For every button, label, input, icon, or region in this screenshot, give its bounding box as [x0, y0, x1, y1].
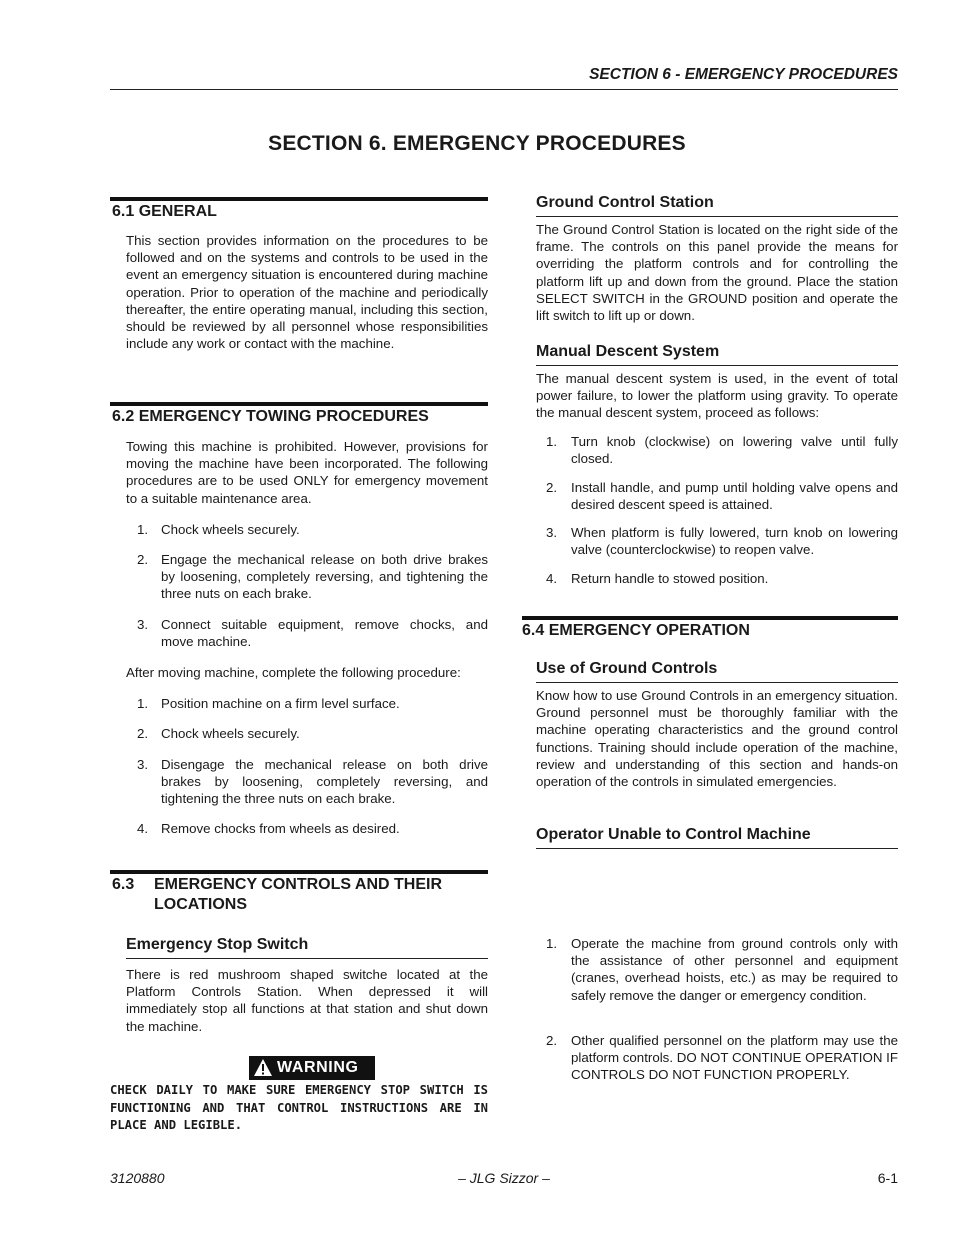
- subheading-rule: [536, 848, 898, 849]
- list-item-text: Remove chocks from wheels as desired.: [161, 821, 400, 836]
- subheading-rule: [126, 958, 488, 959]
- list-item-number: 1.: [546, 434, 558, 449]
- subheading-manual-descent: Manual Descent System: [536, 343, 720, 360]
- list-item-text: Position machine on a firm level surface.: [161, 696, 400, 711]
- warning-label: [249, 1056, 375, 1080]
- list-item-text: Disengage the mechanical release on both drive brakes by loosening, completely reversing, and tightening the three nuts on each brake.: [161, 757, 488, 807]
- subheading-rule: [536, 682, 898, 683]
- list-item-text: Operate the machine from ground controls only with the assistance of other personnel and equipment (cranes, overhead hoists, etc.) as may be required to safely remove the danger or emergency condition.: [571, 936, 898, 1003]
- subheading-use-of-ground-controls: Use of Ground Controls: [536, 660, 718, 677]
- warning-triangle-icon: [253, 1058, 273, 1077]
- list-item: [137, 521, 488, 539]
- after-moving-text: After moving machine, complete the following procedure:: [126, 665, 461, 680]
- section-heading-6-3-line2: LOCATIONS: [154, 896, 248, 913]
- list-item-number: 4.: [137, 821, 149, 836]
- subheading-ground-control-station: Ground Control Station: [536, 194, 714, 211]
- list-item: [137, 756, 488, 810]
- subheading-emergency-stop: Emergency Stop Switch: [126, 936, 309, 953]
- list-item-number: 1.: [137, 522, 149, 537]
- subheading-operator-unable: Operator Unable to Control Machine: [536, 826, 811, 843]
- list-item: [546, 570, 898, 588]
- subheading-rule: [536, 365, 898, 366]
- section-bar-6-2: [110, 402, 488, 406]
- list-item-text: Engage the mechanical release on both drive brakes by loosening, completely reversing, and tightening the three nuts on each brake.: [161, 552, 488, 602]
- list-item-number: 3.: [137, 617, 149, 632]
- emergency-stop-body: There is red mushroom shaped switche located at the Platform Controls Station. When depressed it will immediately stop all functions at that station and shut down the machine.: [126, 967, 488, 1034]
- list-item-number: 1.: [546, 936, 558, 951]
- list-item: [137, 551, 488, 605]
- footer-product: – JLG Sizzor –: [458, 1170, 550, 1186]
- list-item: [546, 1032, 898, 1104]
- list-item-text: Connect suitable equipment, remove chocks, and move machine.: [161, 617, 488, 650]
- list-item-text: Turn knob (clockwise) on lowering valve until fully closed.: [571, 434, 898, 467]
- section-bar-6-4: [522, 616, 898, 620]
- list-item: [546, 935, 898, 1023]
- warning-word: WARNING: [277, 1059, 359, 1076]
- section-6-1-body: This section provides information on the procedures to be followed and on the systems and controls to be used in the event an emergency situation is encountered during machine operation. Prior to operation of the machine and periodically thereafter, the entire operating manual, including this section, should be reviewed by all personnel whose responsibilities include any work or contact with the machine.: [126, 233, 488, 352]
- ground-control-body: The Ground Control Station is located on the right side of the frame. The controls on this panel provide the means for overriding the platform controls and for controlling the platform lift up and down from the ground. Place the station SELECT SWITCH in the GROUND position and operate the lift switch to lift up or down.: [536, 222, 898, 324]
- running-header: SECTION 6 - EMERGENCY PROCEDURES: [589, 66, 898, 83]
- list-item-number: 4.: [546, 571, 558, 586]
- list-item: [546, 433, 898, 469]
- page-title: SECTION 6. EMERGENCY PROCEDURES: [268, 132, 686, 155]
- list-item-text: When platform is fully lowered, turn knob on lowering valve (counterclockwise) to reopen valve.: [571, 525, 898, 558]
- list-item-number: 2.: [546, 480, 558, 495]
- list-item: [137, 695, 488, 713]
- list-item-number: 3.: [546, 525, 558, 540]
- header-rule: [110, 89, 898, 90]
- manual-descent-body: The manual descent system is used, in the event of total power failure, to lower the platform using gravity. To operate the manual descent system, proceed as follows:: [536, 371, 898, 421]
- footer-page-number: 6-1: [877, 1170, 898, 1186]
- section-bar-6-1: [110, 197, 488, 201]
- list-item-text: Chock wheels securely.: [161, 726, 300, 741]
- list-item-number: 1.: [137, 696, 149, 711]
- use-of-ground-controls-body: Know how to use Ground Controls in an emergency situation. Ground personnel must be thoroughly familiar with the machine operating characteristics and the ground control functions. Training should include operation of the machine, review and understanding of this section and hands-on operation of the controls in simulated emergencies.: [536, 688, 898, 790]
- section-bar-6-3: [110, 870, 488, 874]
- list-item-text: Chock wheels securely.: [161, 522, 300, 537]
- list-item-text: Other qualified personnel on the platform may use the platform controls. DO NOT CONTINUE OPERATION IF CONTROLS DO NOT FUNCTION PROPERLY.: [571, 1033, 898, 1083]
- list-item: [546, 479, 898, 515]
- footer-doc-number: 3120880: [110, 1170, 165, 1186]
- section-6-2-body: Towing this machine is prohibited. However, provisions for moving the machine have been incorporated. The following procedures are to be used ONLY for emergency movement to a suitable maintenance area.: [126, 439, 488, 506]
- list-item: [137, 820, 488, 838]
- list-item-number: 2.: [137, 726, 149, 741]
- section-heading-6-2: 6.2 EMERGENCY TOWING PROCEDURES: [112, 408, 429, 425]
- subheading-rule: [536, 216, 898, 217]
- list-item: [546, 524, 898, 560]
- section-heading-6-1: 6.1 GENERAL: [112, 203, 217, 220]
- section-number-6-3: 6.3: [112, 876, 135, 893]
- list-item-number: 2.: [137, 552, 149, 567]
- section-heading-6-3-line1: EMERGENCY CONTROLS AND THEIR: [154, 876, 443, 893]
- section-heading-6-4: 6.4 EMERGENCY OPERATION: [522, 622, 750, 639]
- list-item-number: 3.: [137, 757, 149, 772]
- list-item: [137, 616, 488, 652]
- list-item-number: 2.: [546, 1033, 558, 1048]
- list-item-text: Install handle, and pump until holding valve opens and desired descent speed is attained.: [571, 480, 898, 513]
- warning-text: CHECK DAILY TO MAKE SURE EMERGENCY STOP SWITCH IS FUNCTIONING AND THAT CONTROL INSTRUCTIONS ARE IN PLACE AND LEGIBLE.: [110, 1083, 488, 1132]
- list-item: [137, 725, 488, 743]
- list-item-text: Return handle to stowed position.: [571, 571, 769, 586]
